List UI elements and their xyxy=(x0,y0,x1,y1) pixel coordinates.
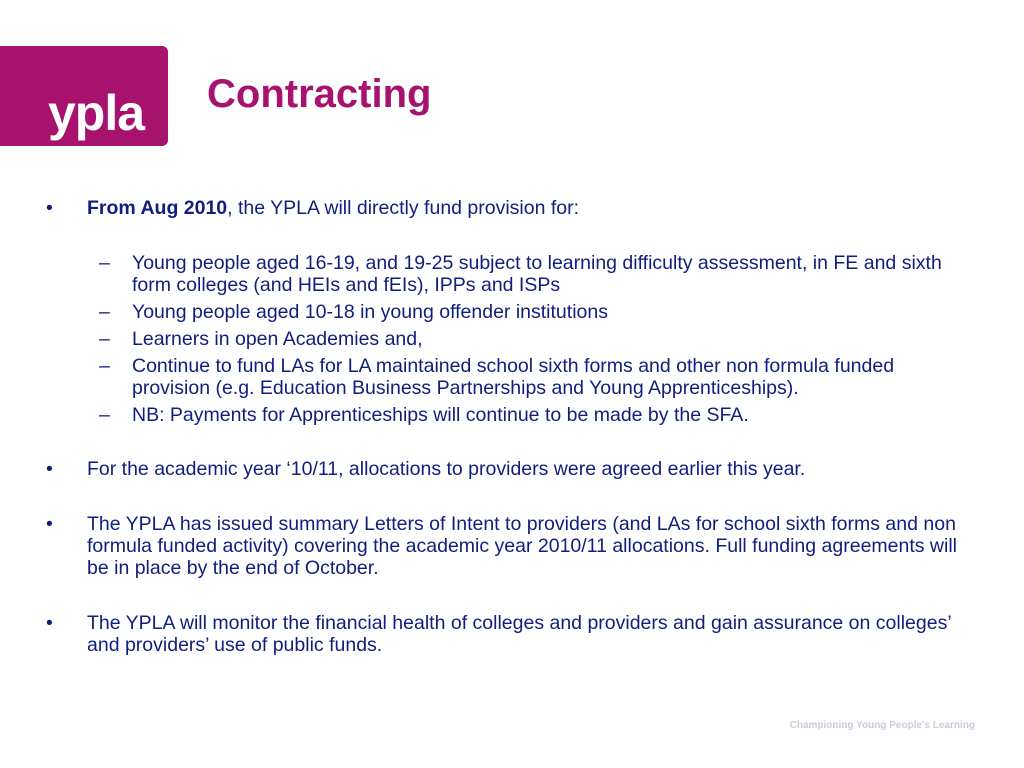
logo-subtitle-line2: Learning Agency xyxy=(52,174,146,188)
bullet-text: The YPLA will monitor the financial health of colleges and providers and gain assurance on colleges’ and providers’ use of public funds. xyxy=(87,612,951,656)
sub-item xyxy=(44,404,964,426)
bullet-item xyxy=(44,197,964,219)
bullet-marker: • xyxy=(46,458,53,480)
bullet-marker: • xyxy=(46,612,53,634)
sub-marker: – xyxy=(99,301,110,323)
sub-item xyxy=(44,252,964,296)
logo-subtitle xyxy=(52,159,146,189)
logo-wordmark: ypla xyxy=(48,85,145,141)
sub-item xyxy=(44,301,964,323)
sub-item xyxy=(44,355,964,399)
bullet-text: , the YPLA will directly fund provision for: xyxy=(227,197,580,219)
footer-tagline: Championing Young People's Learning xyxy=(789,720,975,731)
bullet-item xyxy=(44,458,964,480)
bullet-item xyxy=(44,513,964,579)
slide-title: Contracting xyxy=(207,72,432,116)
bullet-bold-lead: From Aug 2010 xyxy=(87,197,228,219)
sub-marker: – xyxy=(99,328,110,350)
sub-text: NB: Payments for Apprenticeships will continue to be made by the SFA. xyxy=(132,404,749,426)
logo xyxy=(0,46,168,188)
sub-list xyxy=(44,252,964,426)
slide-body xyxy=(44,197,964,656)
sub-item xyxy=(44,328,964,350)
sub-marker: – xyxy=(99,252,110,274)
logo-subtitle-line1: Young People's xyxy=(52,159,138,173)
sub-text: Young people aged 10-18 in young offender institutions xyxy=(132,301,608,323)
sub-marker: – xyxy=(99,404,110,426)
bullet-marker: • xyxy=(46,513,53,535)
bullet-item xyxy=(44,612,964,656)
sub-text: Learners in open Academies and, xyxy=(132,328,423,350)
bullet-marker: • xyxy=(46,197,53,219)
sub-marker: – xyxy=(99,355,110,377)
bullet-text: The YPLA has issued summary Letters of Intent to providers (and LAs for school sixth forms and non formula funded activity) covering the academic year 2010/11 allocations. Full funding agreements will be in place by the end of October. xyxy=(87,513,958,579)
bullet-text: For the academic year ‘10/11, allocations to providers were agreed earlier this year. xyxy=(87,458,806,480)
sub-text: Young people aged 16-19, and 19-25 subject to learning difficulty assessment, in FE and sixth form colleges (and HEIs and fEIs), IPPs and ISPs xyxy=(132,252,942,296)
sub-text: Continue to fund LAs for LA maintained school sixth forms and other non formula funded provision (e.g. Education Business Partnerships and Young Apprenticeships). xyxy=(132,355,895,399)
